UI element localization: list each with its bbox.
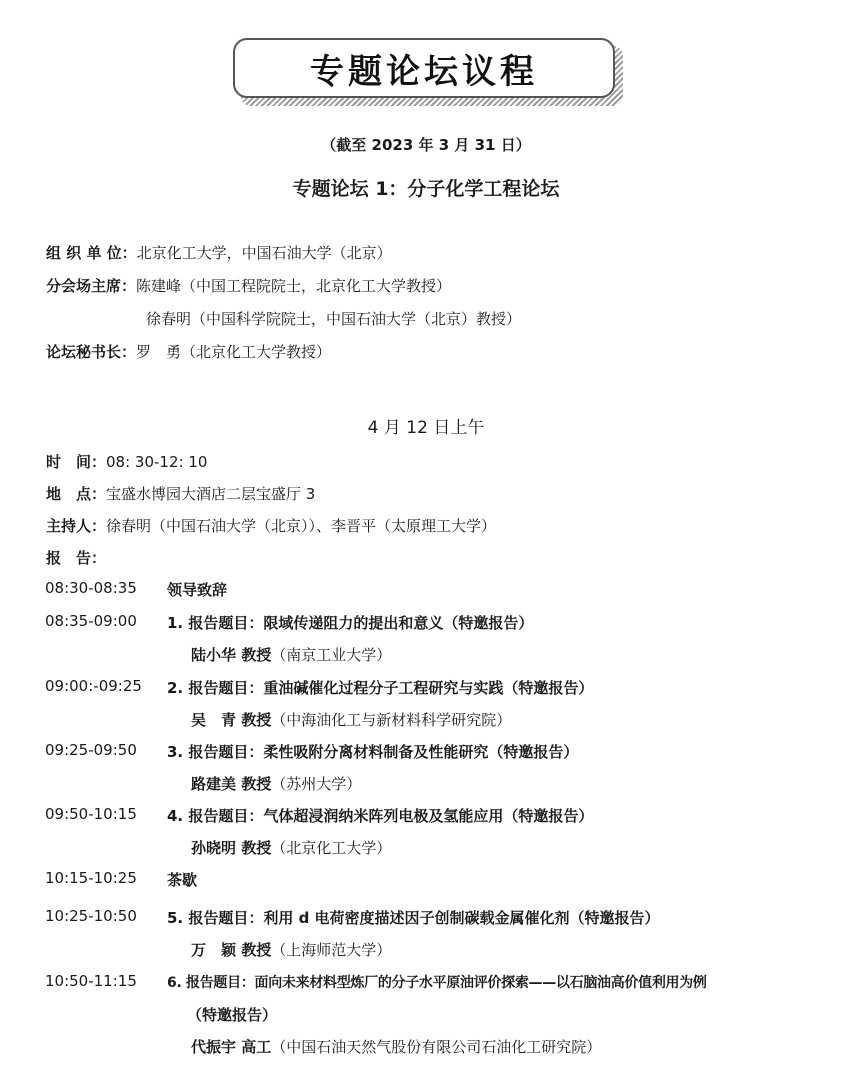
speaker-affiliation: （中海油化工与新材料科学研究院） [271,711,512,729]
speaker-name: 吴 青 教授 [191,711,272,729]
host-value: 徐春明（中国石油大学（北京））、李晋平（太原理工大学） [106,517,497,535]
report-title-continued: （特邀报告） [187,1006,278,1024]
chair-value-1: 陈建峰（中国工程院院士，北京化工大学教授） [136,277,452,295]
speaker [191,644,391,665]
as-of-date: （截至 2023 年 3 月 31 日） [321,136,531,154]
speaker-name: 陆小华 教授 [191,646,272,664]
report-title: 6. 报告题目：面向未来材料型炼厂的分子水平原油评价探索——以石脑油高价值利用为例 [167,975,707,991]
agenda-time: 08:30-08:35 [45,579,137,597]
agenda-item: 茶歇 [167,871,198,889]
time-row [46,451,207,472]
speaker [191,837,391,858]
chair-label: 分会场主席： [46,277,137,295]
place-row [46,483,315,504]
agenda-time: 10:15-10:25 [45,869,137,887]
agenda-time: 09:25-09:50 [45,741,137,759]
speaker-name: 万 颖 教授 [191,941,272,959]
speaker-affiliation: （中国石油天然气股份有限公司石油化工研究院） [271,1038,602,1056]
speaker-affiliation: （北京化工大学） [271,839,392,857]
organizer-label: 组 织 单 位： [46,244,137,262]
chair-row [46,275,451,296]
time-label: 时 间： [46,453,107,471]
agenda-time: 08:35-09:00 [45,612,137,630]
report-title: 2. 报告题目：重油碱催化过程分子工程研究与实践（特邀报告） [167,679,594,697]
secretary-row [46,341,331,362]
session-title: 4 月 12 日上午 [367,418,485,438]
chair-value-2: 徐春明（中国科学院院士，中国石油大学（北京）教授） [146,310,522,328]
secretary-value: 罗 勇（北京化工大学教授） [136,343,332,361]
agenda-time: 10:25-10:50 [45,907,137,925]
report-title: 3. 报告题目：柔性吸附分离材料制备及性能研究（特邀报告） [167,743,579,761]
report-row [46,547,106,568]
speaker-affiliation: （苏州大学） [271,775,362,793]
time-value: 08: 30-12: 10 [106,453,208,471]
secretary-label: 论坛秘书长： [46,343,137,361]
speaker [191,773,361,794]
agenda-time: 09:00:-09:25 [45,677,142,695]
speaker [191,709,511,730]
report-title: 4. 报告题目：气体超浸润纳米阵列电极及氢能应用（特邀报告） [167,807,594,825]
report-title: 1. 报告题目：限域传递阻力的提出和意义（特邀报告） [167,614,534,632]
report-label: 报 告： [46,549,107,567]
speaker-name: 孙晓明 教授 [191,839,272,857]
speaker-affiliation: （上海师范大学） [271,941,392,959]
report-title: 5. 报告题目：利用 d 电荷密度描述因子创制碳载金属催化剂（特邀报告） [167,909,660,927]
page-title: 专题论坛议程 [233,38,615,98]
agenda-item: 领导致辞 [167,581,228,599]
place-value: 宝盛水博园大酒店二层宝盛厅 3 [106,485,316,503]
agenda-time: 10:50-11:15 [45,972,137,990]
agenda-time: 09:50-10:15 [45,805,137,823]
place-label: 地 点： [46,485,107,503]
organizer-row [46,242,392,263]
host-row [46,515,496,536]
title-banner [233,38,625,110]
speaker-name: 代振宇 高工 [191,1038,272,1056]
host-label: 主持人： [46,517,107,535]
speaker-name: 路建美 教授 [191,775,272,793]
speaker [191,939,391,960]
speaker [191,1036,601,1057]
organizer-value: 北京化工大学，中国石油大学（北京） [136,244,392,262]
speaker-affiliation: （南京工业大学） [271,646,392,664]
forum-title: 专题论坛 1：分子化学工程论坛 [292,178,560,200]
